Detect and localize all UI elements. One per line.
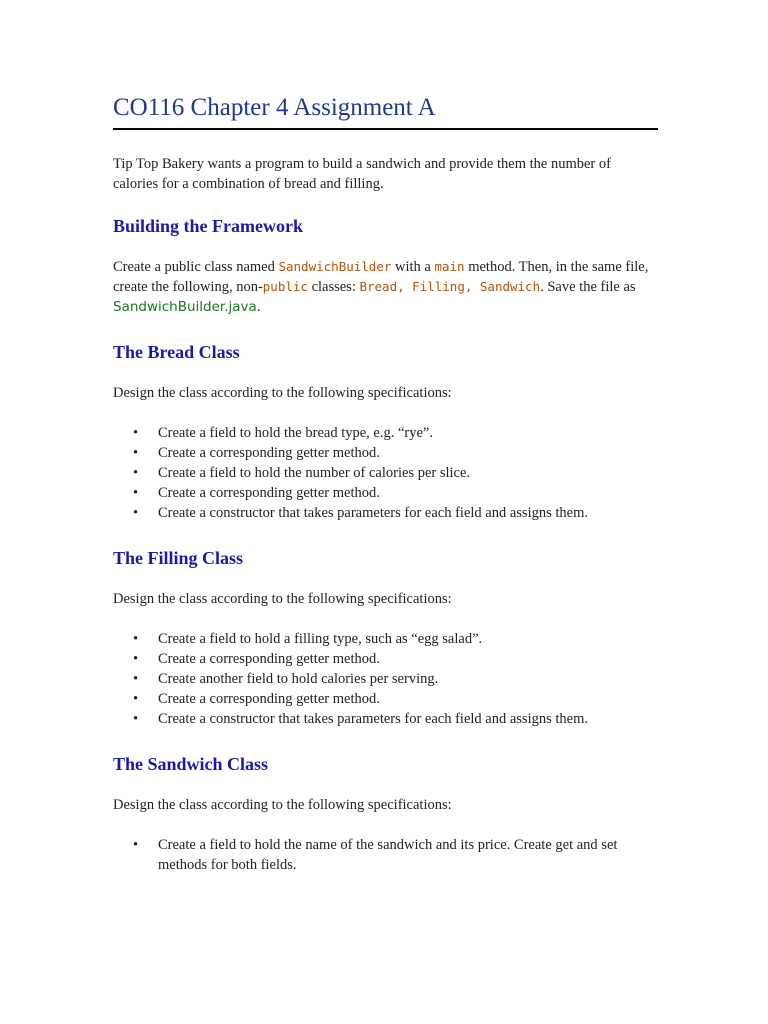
code-class-list: Bread, Filling, Sandwich [359, 279, 541, 294]
framework-text-5: . Save the file as [540, 279, 636, 295]
document-title: CO116 Chapter 4 Assignment A [113, 92, 658, 130]
list-item: • Create a corresponding getter method. [158, 483, 658, 503]
filling-intro: Design the class according to the following specifications: [113, 591, 452, 607]
framework-text-2: with a [391, 259, 435, 275]
sandwich-heading: The Sandwich Class [113, 754, 269, 774]
bread-heading: The Bread Class [113, 342, 240, 362]
list-item: • Create a field to hold a filling type, such as “egg salad”. [158, 629, 658, 649]
intro-paragraph: Tip Top Bakery wants a program to build a sandwich and provide them the number of calories for a combination of bread and filling. [113, 156, 611, 192]
filling-heading: The Filling Class [113, 548, 244, 568]
list-item: • Create a field to hold the number of calories per slice. [158, 463, 658, 483]
sandwich-intro: Design the class according to the following specifications: [113, 797, 452, 813]
filling-list [113, 629, 658, 729]
document-page [113, 92, 658, 875]
list-item: • Create a corresponding getter method. [158, 649, 658, 669]
sandwich-list [113, 835, 658, 875]
list-item: • Create a constructor that takes parameters for each field and assigns them. [158, 709, 658, 729]
bread-list [113, 423, 658, 523]
list-item: • Create another field to hold calories per serving. [158, 669, 658, 689]
list-item: • Create a corresponding getter method. [158, 443, 658, 463]
filename-text: SandwichBuilder.java [113, 299, 257, 315]
framework-text-1: Create a public class named [113, 259, 279, 275]
list-item: • Create a field to hold the name of the sandwich and its price. Create get and set methods for both fields. [158, 835, 658, 875]
list-item: • Create a field to hold the bread type, e.g. “rye”. [158, 423, 658, 443]
framework-text-6: . [256, 299, 261, 315]
framework-text-4: classes: [307, 279, 360, 295]
framework-paragraph [113, 257, 658, 317]
bread-intro: Design the class according to the following specifications: [113, 385, 452, 401]
code-sandwichbuilder: SandwichBuilder [278, 259, 392, 274]
framework-text-3: method. Then, in the same file, create the following, non- [113, 259, 649, 295]
code-public: public [262, 279, 308, 294]
list-item: • Create a corresponding getter method. [158, 689, 658, 709]
code-main: main [434, 259, 465, 274]
framework-heading: Building the Framework [113, 216, 304, 236]
list-item: • Create a constructor that takes parameters for each field and assigns them. [158, 503, 658, 523]
